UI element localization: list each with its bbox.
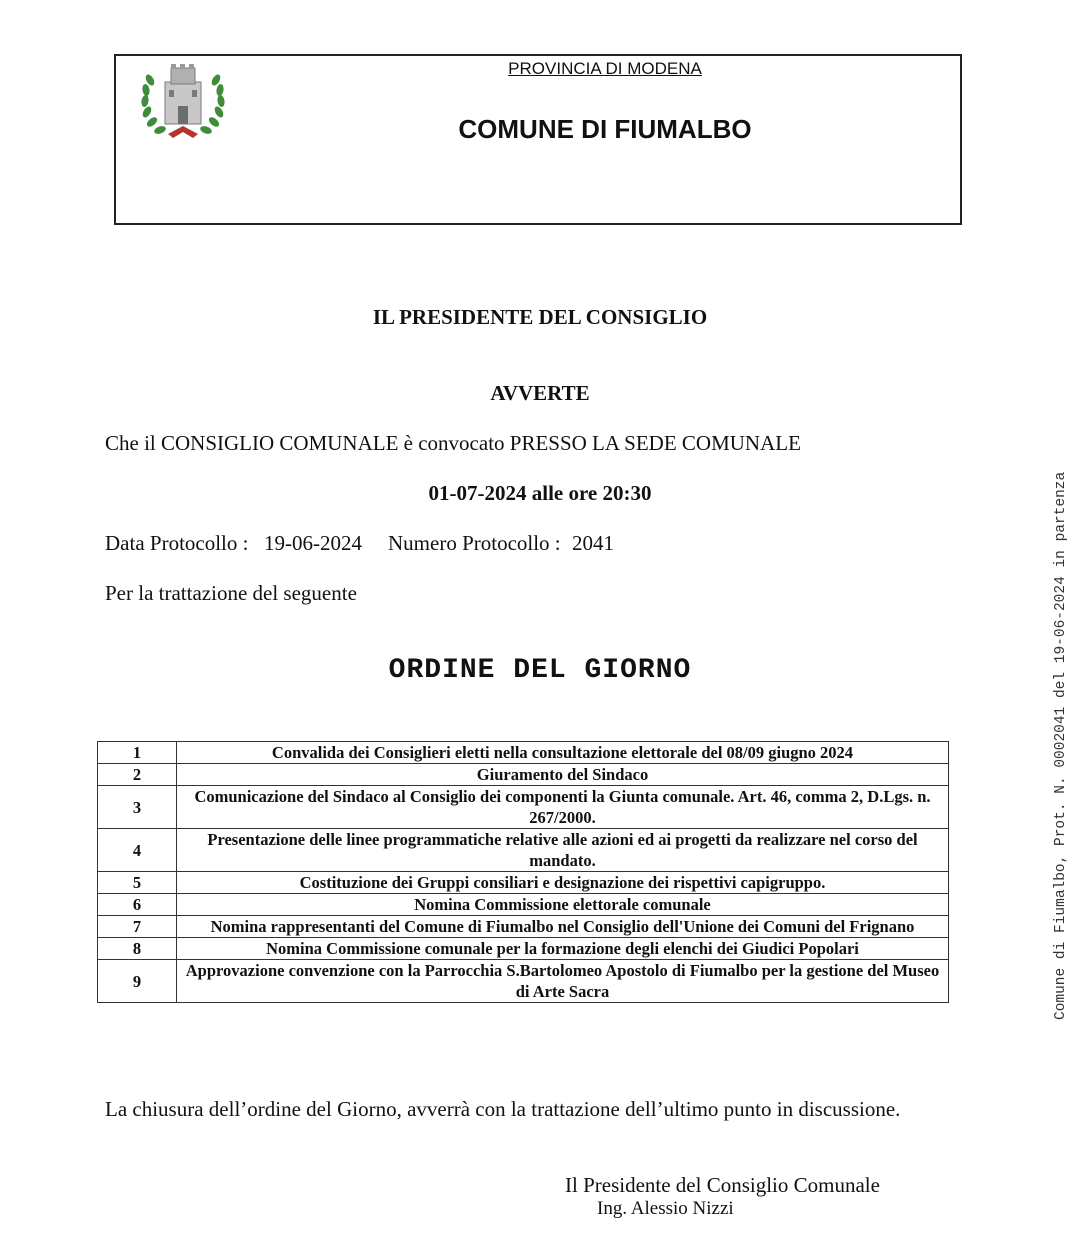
protocol-date-value: 19-06-2024 (264, 531, 362, 555)
agenda-text: Comunicazione del Sindaco al Consiglio dei componenti la Giunta comunale. Art. 46, comma 2, D.Lgs. n. 267/2000. (177, 786, 949, 829)
intro-text: Per la trattazione del seguente (105, 581, 357, 605)
province-label: PROVINCIA DI MODENA (508, 59, 702, 78)
convocation-text: Che il CONSIGLIO COMUNALE è convocato PRESSO LA SEDE COMUNALE (105, 431, 801, 455)
agenda-row (98, 894, 949, 916)
meeting-datetime: 01-07-2024 alle ore 20:30 (428, 481, 652, 505)
agenda-num: 5 (98, 872, 177, 894)
agenda-text: Giuramento del Sindaco (177, 764, 949, 786)
header-box (114, 54, 962, 225)
agenda-num: 4 (98, 829, 177, 872)
agenda-row (98, 872, 949, 894)
closing-text: La chiusura dell’ordine del Giorno, avverrà con la trattazione dell’ultimo punto in discussione. (105, 1097, 901, 1121)
agenda-num: 2 (98, 764, 177, 786)
agenda-num: 3 (98, 786, 177, 829)
agenda-text: Convalida dei Consiglieri eletti nella consultazione elettorale del 08/09 giugno 2024 (177, 742, 949, 764)
agenda-num: 7 (98, 916, 177, 938)
agenda-text: Nomina Commissione comunale per la formazione degli elenchi dei Giudici Popolari (177, 938, 949, 960)
protocol-number-value: 2041 (572, 531, 614, 555)
agenda-row (98, 742, 949, 764)
protocol-date-label: Data Protocollo : (105, 531, 249, 555)
heading: IL PRESIDENTE DEL CONSIGLIO (372, 305, 708, 329)
signature-role: Il Presidente del Consiglio Comunale (565, 1173, 880, 1197)
agenda-num: 9 (98, 960, 177, 1003)
agenda-num: 1 (98, 742, 177, 764)
protocol-side-note: Comune di Fiumalbo, Prot. N. 0002041 del 19-06-2024 in partenza (1053, 471, 1069, 1020)
agenda-row (98, 916, 949, 938)
municipality-title: COMUNE DI FIUMALBO (458, 114, 752, 144)
agenda-num: 8 (98, 938, 177, 960)
avverte-label: AVVERTE (490, 381, 590, 405)
agenda-num: 6 (98, 894, 177, 916)
agenda-row (98, 938, 949, 960)
agenda-text: Presentazione delle linee programmatiche relative alle azioni ed ai progetti da realizzare nel corso del mandato. (177, 829, 949, 872)
agenda-text: Nomina Commissione elettorale comunale (177, 894, 949, 916)
agenda-table (97, 741, 949, 1003)
agenda-row (98, 960, 949, 1003)
agenda-title: ORDINE DEL GIORNO (388, 655, 692, 686)
protocol-number-label: Numero Protocollo : (388, 531, 561, 555)
agenda-row (98, 786, 949, 829)
agenda-text: Costituzione dei Gruppi consiliari e designazione dei rispettivi capigruppo. (177, 872, 949, 894)
agenda-row (98, 764, 949, 786)
agenda-text: Approvazione convenzione con la Parrocchia S.Bartolomeo Apostolo di Fiumalbo per la gestione del Museo di Arte Sacra (177, 960, 949, 1003)
signature-name: Ing. Alessio Nizzi (597, 1198, 734, 1219)
agenda-text: Nomina rappresentanti del Comune di Fiumalbo nel Consiglio dell'Unione dei Comuni del Frignano (177, 916, 949, 938)
agenda-row (98, 829, 949, 872)
